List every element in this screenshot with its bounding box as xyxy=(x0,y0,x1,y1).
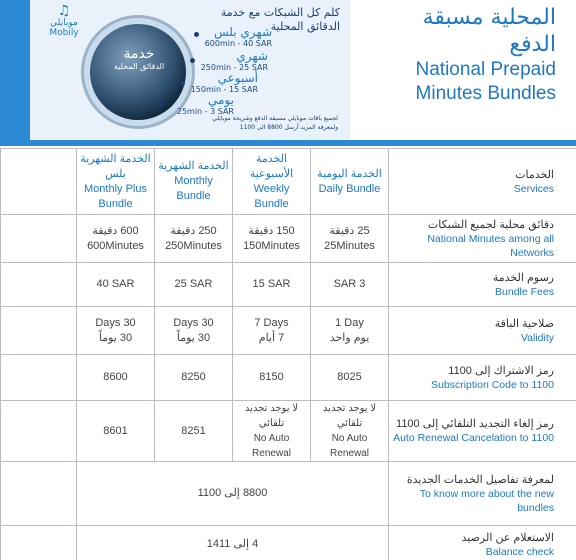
cell-daily: SAR 3 xyxy=(311,263,389,307)
knob-label-line1: خدمة xyxy=(123,46,155,62)
row-label-ar: الاستعلام عن الرصيد xyxy=(461,531,554,544)
title-arabic-line2: الدفع xyxy=(509,32,556,57)
row-label-en: Bundle Fees xyxy=(495,285,554,298)
cell-info-value: 8800 إلى 1100 xyxy=(77,462,389,526)
cell-monthly xyxy=(155,307,233,355)
row-label-en: Auto Renewal Cancelation to 1100 xyxy=(393,432,554,444)
title-arabic-line1: المحلية مسبقة xyxy=(422,5,556,30)
row-label-fees xyxy=(389,263,576,307)
knob-label-line2: الدقائق المحلية xyxy=(113,62,165,71)
plan-name: شهري بلس xyxy=(213,25,272,39)
cell-monthly: 25 SAR xyxy=(155,263,233,307)
header-daily-en: Daily Bundle xyxy=(318,182,381,195)
plan-detail: 150min - 15 SAR xyxy=(190,85,258,94)
cell-value-ar: لا يوجد تجديد تلقائي xyxy=(244,403,299,429)
table-row-validity xyxy=(1,307,576,355)
cell-value-en: 1 Day xyxy=(335,316,364,329)
cell-monthly-plus: 8600 xyxy=(77,355,155,401)
plan-detail: 250min - 25 SAR xyxy=(200,63,268,72)
plan-dot xyxy=(194,32,199,37)
cell-weekly xyxy=(233,307,311,355)
title-english-line1: National Prepaid xyxy=(415,59,556,80)
cell-value-en: 7 Days xyxy=(254,316,289,329)
plan-dot xyxy=(180,81,185,86)
row-label-ar: صلاحية الباقة xyxy=(494,317,554,330)
cell-monthly-plus: 40 SAR xyxy=(77,263,155,307)
row-label-ar: رمز الاشتراك إلى 1100 xyxy=(448,364,554,377)
header-services xyxy=(389,149,576,215)
cell-value-en: 250Minutes xyxy=(165,239,222,252)
row-label-ar: دقائق محلية لجميع الشبكات xyxy=(427,218,554,231)
header-monthly-en: Monthly Bundle xyxy=(174,175,213,202)
header-services-en: Services xyxy=(513,182,554,195)
cell-weekly xyxy=(233,401,311,462)
row-label-en: Subscription Code to 1100 xyxy=(431,378,554,391)
plan-dot xyxy=(190,58,195,63)
table-row-minutes xyxy=(1,215,576,263)
plan-item xyxy=(202,26,272,48)
cell-value-en: 25Minutes xyxy=(324,239,375,252)
row-label-en: To know more about the new bundles xyxy=(419,487,554,514)
plan-dot xyxy=(158,102,163,107)
header-monthly-plus xyxy=(77,149,155,215)
cell-value-en: 30 Days xyxy=(173,316,214,329)
cell-value-ar: يوم واحد xyxy=(329,331,370,344)
cell-balance-value: 4 إلى 1411 xyxy=(77,526,389,560)
row-label-ar: لمعرفة تفاصيل الخدمات الجديدة xyxy=(406,473,554,486)
pad-cell xyxy=(1,307,77,355)
plan-detail: 25min - 3 SAR xyxy=(176,107,234,116)
cell-value-en: 30 Days xyxy=(95,316,136,329)
promo-footnote-line2: ولمعرفة المزيد أرسل 8800 الى 1100 xyxy=(239,124,338,131)
table-row-balance xyxy=(1,526,576,560)
logo-english: Mobily xyxy=(49,28,79,38)
row-label-validity xyxy=(389,307,576,355)
banner xyxy=(0,0,576,140)
cell-monthly: 8250 xyxy=(155,355,233,401)
header-weekly-en: Weekly Bundle xyxy=(253,182,290,210)
plan-item xyxy=(198,50,268,72)
cell-value-ar: 25 دقيقة xyxy=(329,224,370,237)
cell-weekly xyxy=(233,215,311,263)
cell-monthly-plus: 8601 xyxy=(77,401,155,462)
cell-value-ar: 600 دقيقة xyxy=(92,224,139,237)
cell-value-en: No Auto Renewal xyxy=(330,433,369,459)
table-row-fees xyxy=(1,263,576,307)
table-row-info xyxy=(1,462,576,526)
cell-value-ar: 150 دقيقة xyxy=(248,224,295,237)
pad-cell xyxy=(1,401,77,462)
pad-cell xyxy=(1,355,77,401)
row-label-info xyxy=(389,462,576,526)
plan-item xyxy=(188,72,258,94)
cell-value-en: No Auto Renewal xyxy=(252,433,291,459)
row-label-en: Balance check xyxy=(485,545,554,558)
header-weekly xyxy=(233,149,311,215)
plan-name: يومي xyxy=(208,93,234,107)
pad-cell xyxy=(1,263,77,307)
table-row-subscription xyxy=(1,355,576,401)
bundles-table xyxy=(0,148,576,560)
row-label-subscription xyxy=(389,355,576,401)
promo-image xyxy=(30,0,350,140)
title-english-line2: Minutes Bundles xyxy=(415,83,556,104)
header-services-ar: الخدمات xyxy=(515,168,554,181)
row-label-en: Validity xyxy=(520,331,554,344)
mobily-logo xyxy=(44,4,84,38)
row-label-cancel xyxy=(389,401,576,462)
cell-weekly: 8150 xyxy=(233,355,311,401)
accent-bar xyxy=(0,0,30,140)
header-daily-ar: الخدمة اليومية xyxy=(317,167,382,180)
promo-headline-line2: الدقائق المحلية xyxy=(270,20,340,33)
plan-item xyxy=(164,94,234,116)
cell-monthly-plus xyxy=(77,307,155,355)
cell-value-en: 600Minutes xyxy=(87,239,144,252)
promo-footnote xyxy=(138,114,338,132)
banner-divider xyxy=(0,140,576,146)
promo-headline-line1: كلم كل الشبكات مع خدمة xyxy=(220,6,340,19)
cell-daily: 8025 xyxy=(311,355,389,401)
pad-cell xyxy=(1,149,77,215)
row-label-ar: رسوم الخدمة xyxy=(492,271,554,284)
knob-label xyxy=(102,46,176,72)
table-row-cancel xyxy=(1,401,576,462)
header-weekly-ar: الخدمة الأسبوعية xyxy=(249,152,294,180)
cell-monthly: 8251 xyxy=(155,401,233,462)
cell-daily xyxy=(311,215,389,263)
plan-detail: 600min - 40 SAR xyxy=(204,39,272,48)
cell-monthly-plus xyxy=(77,215,155,263)
cell-value-ar: 30 يوماً xyxy=(98,331,133,344)
cell-daily xyxy=(311,401,389,462)
cell-value-ar: لا يوجد تجديد تلقائي xyxy=(322,403,377,429)
cell-value-en: 150Minutes xyxy=(243,239,300,252)
pad-cell xyxy=(1,526,77,560)
header-monthly-ar: الخدمة الشهرية xyxy=(158,160,229,172)
row-label-balance xyxy=(389,526,576,560)
mobily-logo-icon: ♫ xyxy=(57,3,71,19)
row-label-en: National Minutes among all Networks xyxy=(427,232,554,259)
row-label-minutes xyxy=(389,215,576,263)
cell-weekly: 15 SAR xyxy=(233,263,311,307)
logo-arabic: موبايلي xyxy=(50,18,78,28)
plan-name: أسبوعي xyxy=(217,71,258,85)
promo-footnote-line1: لجميع باقات موبايلي مسبقة الدفع وشريحة موبايلي xyxy=(212,115,338,122)
pad-cell xyxy=(1,215,77,263)
cell-value-ar: 30 يوماً xyxy=(176,331,211,344)
page-title xyxy=(360,4,556,106)
header-monthly-plus-en: Monthly Plus Bundle xyxy=(84,182,147,210)
cell-value-ar: 250 دقيقة xyxy=(170,224,217,237)
plan-name: شهري xyxy=(236,49,268,63)
pad-cell xyxy=(1,462,77,526)
header-monthly xyxy=(155,149,233,215)
header-daily xyxy=(311,149,389,215)
cell-monthly xyxy=(155,215,233,263)
cell-daily xyxy=(311,307,389,355)
header-monthly-plus-ar: الخدمة الشهرية بلس xyxy=(80,152,151,180)
row-label-ar: رمز إلغاء التجديد التلقائي إلى 1100 xyxy=(396,418,554,430)
cell-value-ar: 7 أيام xyxy=(258,331,285,344)
table-header-row xyxy=(1,149,576,215)
